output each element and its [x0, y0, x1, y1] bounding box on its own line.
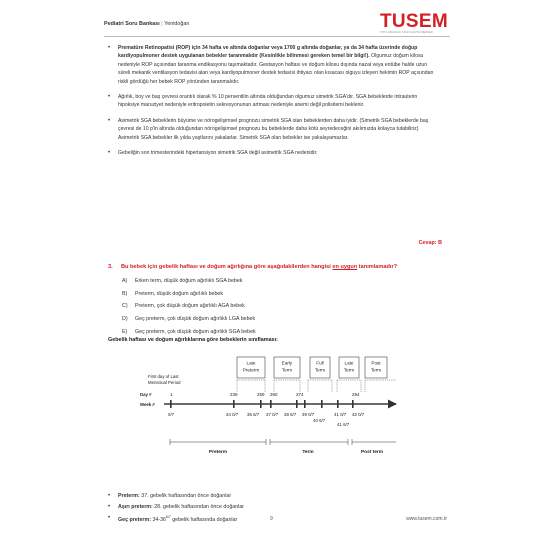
option-text: Geç preterm, çok düşük doğum ağırlıklı SGA bebek — [135, 328, 256, 335]
late-preterm-label-1: Late — [246, 360, 256, 366]
category-brackets — [170, 439, 396, 445]
week-37: 37 0/7 — [266, 412, 279, 417]
option-letter: D) — [122, 316, 128, 323]
definition-item — [108, 493, 244, 504]
explanation-text: Olgumuz doğum kilosu nedeniyle ROP açısından taranma endikasyonu taşımaktadır. Gestasyon haftası ve doğum kilosu dışında nazal veya entübe halde uzun süreli mekanik ventilasyon tedavisi alan veya kardiyopulmoner destek tedavisi ihtiyacı olan kısacası olguyu izleyen hekimin ROP açısından riskli gördüğü her bebek ROP yönünden taranmalıdır. — [118, 53, 434, 85]
day-260: 260 — [270, 392, 278, 397]
explanation-list — [108, 44, 438, 164]
definition-term: Geç preterm: — [118, 516, 151, 523]
explanation-text: Gebeliğin son trimesterindeki hipertansiyon simetrik SGA değil asimetrik SGA nedenidir. — [118, 150, 318, 157]
option-letter: B) — [122, 290, 128, 297]
book-title: Pediatri Soru Bankası — [104, 21, 160, 27]
definition-text: 34-36 — [150, 516, 167, 523]
footer-url[interactable]: www.tusem.com.tr — [406, 516, 447, 522]
post-term-span-label: Post term — [360, 450, 384, 455]
day-274: 274 — [296, 392, 304, 397]
logo-text: TUSEM — [380, 11, 448, 32]
explanation-item — [108, 117, 438, 142]
definitions-list — [108, 493, 244, 526]
week-41-6: 41 6/7 — [337, 422, 350, 427]
week-34: 34 0/7 — [226, 412, 239, 417]
option-text: Geç preterm, çok düşük doğum ağırlıklı LGA bebek — [135, 316, 256, 323]
definition-item — [108, 504, 244, 515]
week-axis-label: Week # — [140, 402, 155, 407]
term-span-label: Term — [302, 450, 314, 455]
day-axis-label: Day # — [140, 392, 152, 397]
late-term-label-1: Late — [344, 360, 354, 366]
week-0: 0/7 — [168, 412, 175, 417]
explanation-text: Ağırlık, boy ve baş çevresi orantılı olarak % 10 persentilin altında olduğundan olgumuz simetrik SGA'dır. SGA bebeklerde intrauterin hipoksiye maruziyet nedeniyle eritropoietin sekresyonunun artması nedeniyle anemi değil polisitemi beklenir. — [118, 94, 418, 109]
question-emphasis: en uygun — [332, 264, 358, 270]
full-term-label-1: Full — [316, 360, 324, 366]
week-42: 42 0/7 — [352, 412, 365, 417]
explanation-item — [108, 149, 438, 157]
early-term-label-2: Term — [281, 367, 293, 373]
full-term-label-2: Term — [314, 367, 326, 373]
definition-text: 37. gebelik haftasından önce doğanlar — [139, 493, 232, 499]
definition-text-end: gebelik haftasında doğanlar — [170, 516, 238, 523]
week-38-6: 38 6/7 — [284, 412, 297, 417]
option-text: Preterm, çok düşük doğum ağırlıklı AGA bebek — [135, 303, 245, 310]
running-header — [104, 21, 189, 27]
question-text — [121, 264, 451, 270]
week-40-6: 40 6/7 — [313, 418, 326, 423]
week-41: 41 0/7 — [334, 412, 347, 417]
late-preterm-label-2: Preterm — [242, 367, 260, 373]
header-divider — [104, 36, 450, 37]
gestational-age-diagram — [140, 352, 400, 460]
explanation-item — [108, 44, 438, 86]
answer-label: Cevap: B — [418, 240, 442, 246]
term-category-boxes — [237, 357, 387, 378]
logo-tagline: TIPTA UZMANLIK SINAVI EĞİTİM MERKEZİ — [380, 32, 434, 34]
option-c[interactable] — [122, 303, 256, 316]
explanation-item — [108, 93, 438, 110]
tusem-logo — [380, 12, 450, 36]
week-39: 39 0/7 — [302, 412, 315, 417]
timeline-svg — [140, 352, 400, 460]
answer-options — [122, 278, 256, 341]
post-term-label-2: Term — [370, 367, 382, 373]
option-b[interactable] — [122, 291, 256, 304]
day-1: 1 — [170, 392, 173, 397]
option-letter: E) — [122, 328, 128, 335]
page-number: 9 — [270, 516, 273, 522]
late-term-label-2: Term — [343, 367, 355, 373]
post-term-label-1: Post — [371, 360, 381, 366]
definition-text: 28. gebelik haftasından önce doğanlar — [152, 504, 245, 510]
question-text-start: Bu bebek için gebelik haftası ve doğum ağırlığına göre aşağıdakilerden hangisi — [121, 264, 333, 270]
option-text: Erken term, düşük doğum ağırlıklı SGA bebek — [135, 278, 243, 284]
explanation-bold: Prematüre Retinopatisi (ROP) için 34 hafta ve altında doğanlar veya 1700 g altında doğanlar, ya da 34 hafta üzerinde doğup kardiyopulmoner destek uygulanan bebekler taranmalıdır (Kesinlikle bilinmesi gereken temel bir bilgi!). — [118, 45, 418, 60]
question-number: 3. — [108, 264, 113, 270]
definition-item — [108, 515, 244, 526]
option-letter: C) — [122, 303, 128, 310]
question-text-end: tanımlamadır? — [357, 264, 398, 270]
option-letter: A) — [122, 278, 128, 284]
definition-term: Aşırı preterm: — [118, 504, 153, 510]
classification-title: Gebelik haftası ve doğum ağırlıklarına göre bebeklerin sınıflaması: — [108, 337, 278, 343]
day-294: 294 — [352, 392, 360, 397]
day-239: 239 — [230, 392, 238, 397]
week-36-6: 36 6/7 — [247, 412, 260, 417]
option-a[interactable] — [122, 278, 256, 291]
range-guides — [237, 380, 396, 392]
definition-term: Preterm: — [118, 493, 140, 499]
definition-superscript: 6/7 — [166, 515, 171, 519]
option-d[interactable] — [122, 316, 256, 329]
day-259: 259 — [257, 392, 265, 397]
section-title: Yenidoğan — [164, 21, 190, 27]
option-text: Preterm, düşük doğum ağırlıklı bebek — [135, 290, 224, 297]
early-term-label-1: Early — [281, 360, 293, 366]
lmp-label-1: First day of Last — [148, 374, 179, 379]
lmp-label-2: Menstrual Period — [148, 380, 181, 385]
preterm-span-label: Preterm — [208, 450, 228, 455]
explanation-text: Asimetrik SGA bebeklerin büyüme ve nörogelişimsel prognozu simetrik SGA olan bebeklerden daha iyidir. (Simetrik SGA bebeklerde baş çevresi de 10 p'in altında olduğundan nörogelişimsel prognozu bu bebeklerde daha kötü seyredeceğini akılımızda kolayca tutabiliriz) Asimetrik SGA bebekler ilk yılda yaştlarını yakalarlar. Simetrik SGA olan bebekler ise yakalayamazlar. — [118, 117, 429, 141]
header-separator: | — [161, 21, 163, 27]
